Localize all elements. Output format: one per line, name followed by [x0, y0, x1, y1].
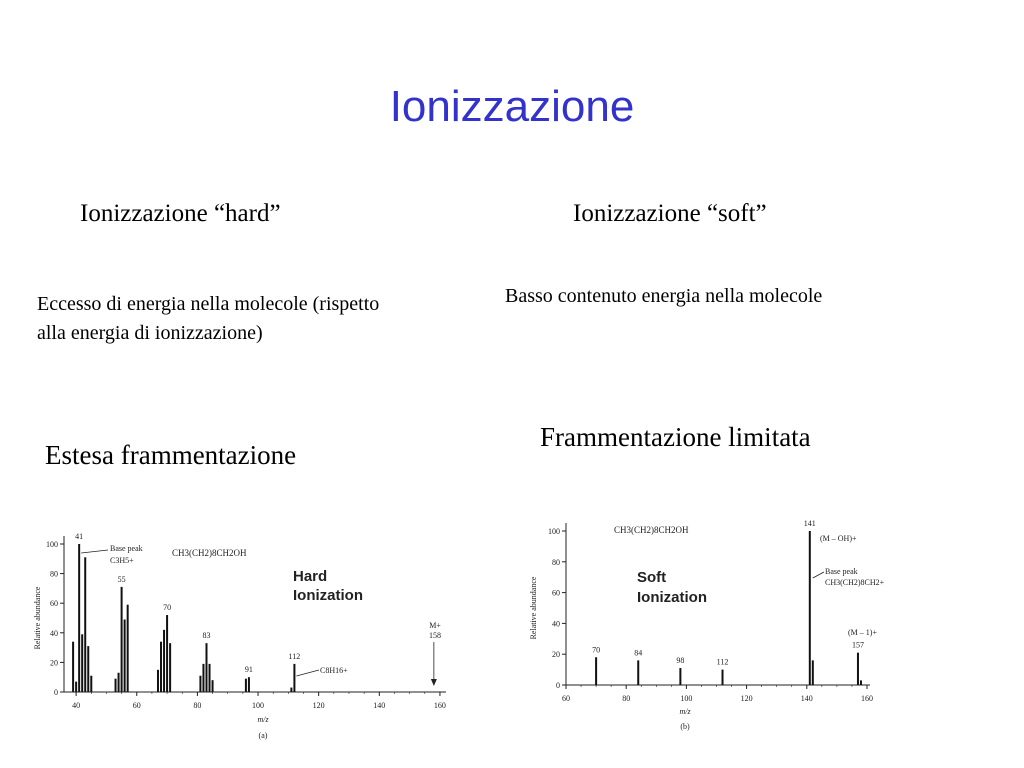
- hard-chart-title-line2: Ionization: [293, 587, 363, 604]
- soft-base-peak-label: Base peak: [825, 567, 858, 576]
- hard-x-tick-label: 100: [252, 701, 265, 710]
- hard-peak-96: [245, 679, 247, 692]
- hard-base-peak-ion: C3H5+: [110, 556, 134, 565]
- hard-peak-label-91: 91: [244, 665, 253, 675]
- hard-peak-57: [127, 605, 129, 692]
- hard-peak-97: [248, 677, 250, 692]
- hard-peak-53: [115, 679, 117, 692]
- hard-peak-56: [124, 619, 126, 692]
- hard-peak-41: [78, 544, 80, 692]
- soft-peak-label-141: 141: [803, 519, 816, 528]
- hard-x-tick-label: 60: [132, 701, 141, 710]
- hard-peak-67: [157, 670, 159, 692]
- hard-peak-44: [87, 646, 89, 692]
- hard-y-tick-label: 0: [54, 688, 58, 697]
- hard-x-tick-label: 120: [312, 701, 325, 710]
- hard-peak-83: [205, 643, 207, 692]
- hard-c8h16-label: C8H16+: [320, 666, 348, 675]
- soft-peak-label-157: 157: [851, 640, 864, 650]
- hard-y-tick-label: 60: [50, 599, 58, 609]
- soft-ionization-result: Frammentazione limitata: [540, 422, 811, 452]
- hard-peak-68: [160, 642, 162, 692]
- soft-moh-label: (M – OH)+: [820, 534, 857, 543]
- soft-x-tick-label: 160: [860, 694, 873, 703]
- hard-peak-label-55: 55: [117, 574, 126, 584]
- soft-m1-label: (M – 1)+: [848, 628, 877, 637]
- soft-y-tick-label: 40: [552, 619, 560, 629]
- soft-x-tick-label: 120: [740, 694, 753, 703]
- hard-x-tick-label: 40: [72, 701, 81, 710]
- hard-chart-title: [293, 568, 363, 604]
- hard-y-tick-label: 20: [50, 658, 58, 668]
- hard-ionization-heading: Ionizzazione “hard”: [80, 200, 281, 227]
- hard-y-tick-label: 40: [50, 628, 58, 638]
- hard-peak-55: [121, 587, 123, 692]
- soft-peak-label-98: 98: [676, 656, 685, 666]
- hard-x-tick-label: 80: [193, 701, 202, 710]
- soft-x-tick-label: 80: [622, 694, 631, 703]
- hard-base-peak-arrow: [81, 550, 108, 553]
- soft-chart-title-line1: Soft: [637, 569, 667, 586]
- hard-peak-40: [75, 682, 77, 692]
- soft-y-tick-label: 80: [552, 557, 560, 567]
- soft-x-tick-label: 140: [800, 694, 813, 703]
- hard-peak-71: [169, 643, 171, 692]
- hard-peak-112: [293, 664, 295, 692]
- hard-peak-84: [209, 664, 211, 692]
- hard-peak-43: [84, 557, 86, 692]
- soft-peak-label-70: 70: [592, 645, 601, 655]
- hard-ionization-result: Estesa frammentazione: [45, 440, 297, 470]
- hard-peak-45: [90, 676, 92, 692]
- hard-peak-81: [199, 676, 201, 692]
- hard-peak-111: [290, 688, 292, 692]
- soft-y-tick-label: 0: [556, 681, 560, 690]
- hard-peak-label-112: 112: [288, 651, 301, 661]
- hard-peak-85: [212, 680, 214, 692]
- soft-ionization-description: Basso contenuto energia nella molecole: [505, 285, 823, 307]
- soft-y-tick-label: 20: [552, 650, 560, 660]
- slide-title: Ionizzazione: [389, 82, 635, 131]
- hard-chart-ylabel: Relative abundance: [33, 586, 42, 650]
- soft-chart-title-line2: Ionization: [637, 589, 707, 606]
- soft-chart-ylabel: Relative abundance: [529, 576, 538, 640]
- hard-molecular-ion-mass: 158: [429, 631, 441, 640]
- soft-chart-formula: CH3(CH2)8CH2OH: [614, 525, 689, 535]
- hard-base-peak-label: Base peak: [110, 544, 143, 553]
- hard-peak-69: [163, 630, 165, 692]
- soft-x-tick-label: 60: [562, 694, 570, 703]
- hard-x-tick-label: 140: [373, 701, 386, 710]
- hard-c8h16-arrow: [296, 670, 319, 676]
- hard-chart-xlabel: m/z: [257, 715, 269, 724]
- hard-peak-42: [81, 634, 83, 692]
- hard-ionization-description: Eccesso di energia nella molecole (rispetto alla energia di ionizzazione): [37, 293, 380, 344]
- soft-ionization-heading: Ionizzazione “soft”: [573, 200, 767, 227]
- hard-molecular-ion-label: M+: [429, 621, 441, 630]
- hard-peak-39: [72, 642, 74, 692]
- hard-peak-label-41: 41: [75, 532, 84, 541]
- hard-peak-label-83: 83: [202, 631, 211, 641]
- hard-chart-title-line1: Hard: [293, 568, 328, 585]
- hard-peak-82: [202, 664, 204, 692]
- soft-peak-label-112: 112: [716, 657, 729, 667]
- hard-x-tick-label: 160: [433, 701, 446, 710]
- hard-y-tick-label: 100: [46, 540, 58, 549]
- hard-chart-panel: (a): [258, 731, 268, 740]
- soft-y-tick-label: 60: [552, 588, 560, 598]
- hard-molecular-ion-arrowhead: [431, 679, 437, 686]
- soft-chart-xlabel: m/z: [679, 707, 691, 716]
- soft-base-peak-ion: CH3(CH2)8CH2+: [825, 578, 885, 587]
- soft-chart-panel: (b): [680, 722, 690, 731]
- soft-peak-label-84: 84: [634, 648, 643, 658]
- hard-peak-70: [166, 615, 168, 692]
- hard-chart-formula: CH3(CH2)8CH2OH: [172, 548, 247, 558]
- soft-x-tick-label: 100: [680, 694, 693, 703]
- hard-peak-label-70: 70: [163, 603, 172, 613]
- hard-peak-54: [118, 673, 120, 692]
- soft-y-tick-label: 100: [548, 527, 560, 536]
- hard-y-tick-label: 80: [50, 569, 58, 579]
